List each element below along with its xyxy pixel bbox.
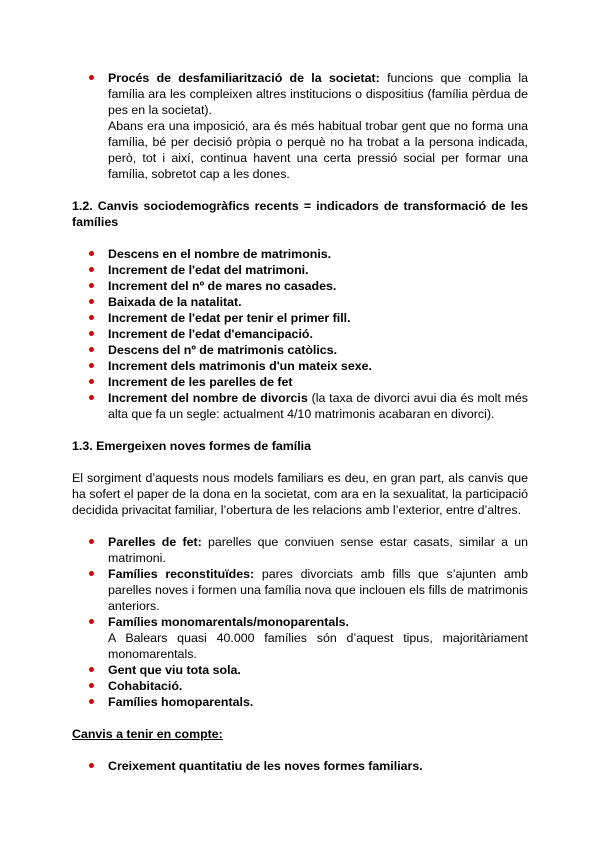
list-item [72, 278, 528, 294]
section-heading-canvis: Canvis a tenir en compte: [72, 727, 223, 741]
bullet-icon [89, 379, 94, 384]
bullet-icon [89, 763, 94, 768]
list-item [72, 342, 528, 358]
bullet-icon [89, 699, 94, 704]
item-bold: Baixada de la natalitat. [108, 295, 242, 309]
bullet-icon [89, 315, 94, 320]
item-bold: Gent que viu tota sola. [108, 663, 241, 677]
sociodemographic-list [72, 246, 528, 422]
bullet-icon [89, 667, 94, 672]
item-text: (la taxa de divorci avui dia és molt més alta que fa un segle: actualment 4/10 matrimonis acabaran en divorci). [108, 391, 528, 421]
bullet-icon [89, 363, 94, 368]
bullet-icon [89, 683, 94, 688]
item-bold: Famílies homoparentals. [108, 695, 254, 709]
item-text: funcions que complia la família ara les compleixen altres institucions o dispositius (família pèrdua de pes en la societat). [108, 71, 529, 117]
item-text: pares divorciats amb fills que s’ajunten amb parelles noves i formen una família nova que inclouen els fills de matrimonis anteriors. [108, 567, 528, 613]
item-text: parelles que conviuen sense estar casats, similar a un matrimoni. [108, 535, 528, 565]
list-item [72, 758, 528, 774]
list-item [72, 566, 528, 614]
document-page [72, 70, 528, 774]
bullet-icon [89, 251, 94, 256]
list-item [72, 390, 528, 422]
item-extra: A Balears quasi 40.000 famílies són d’aquest tipus, majoritàriament monomarentals. [108, 631, 528, 661]
item-extra: Abans era una imposició, ara és més habitual trobar gent que no forma una família, bé per decisió pròpia o perquè no ha trobat a la persona indicada, però, tot i així, continua havent una certa pressió social per formar una família, sobretot cap a les dones. [108, 119, 528, 181]
bullet-icon [89, 299, 94, 304]
bullet-icon [89, 539, 94, 544]
list-item [72, 614, 528, 662]
bullet-icon [89, 75, 94, 80]
bullet-icon [89, 267, 94, 272]
section-paragraph: El sorgiment d’aquests nous models familiars es deu, en gran part, als canvis que ha sofert el paper de la dona en la societat, com ara en la sexualitat, la participació decidida privacitat familiar, l’obertura de les relacions amb l’exterior, entre d’altres. [72, 471, 528, 517]
top-bullet-list [72, 70, 528, 182]
item-bold: Descens en el nombre de matrimonis. [108, 247, 332, 261]
item-bold: Increment del nº de mares no casades. [108, 279, 337, 293]
item-bold: Creixement quantitatiu de les noves formes familiars. [108, 759, 423, 773]
list-item [72, 534, 528, 566]
list-item [72, 678, 528, 694]
list-item [72, 374, 528, 390]
list-item [72, 262, 528, 278]
list-item [72, 294, 528, 310]
bullet-icon [89, 347, 94, 352]
item-bold: Procés de desfamiliarització de la societat: [108, 71, 380, 85]
item-bold: Increment de les parelles de fet [108, 375, 293, 389]
list-item [72, 310, 528, 326]
item-bold: Increment de l'edat d'emancipació. [108, 327, 313, 341]
list-item [72, 326, 528, 342]
family-forms-list [72, 534, 528, 710]
list-item [72, 70, 528, 182]
list-item [72, 694, 528, 710]
list-item [72, 358, 528, 374]
item-bold: Descens del nº de matrimonis catòlics. [108, 343, 338, 357]
section-heading-1-2: 1.2. Canvis sociodemogràfics recents = indicadors de transformació de les famílies [72, 199, 528, 229]
item-bold: Famílies reconstituïdes: [108, 567, 255, 581]
item-bold: Increment dels matrimonis d'un mateix sexe. [108, 359, 372, 373]
bullet-icon [89, 331, 94, 336]
item-bold: Increment del nombre de divorcis [108, 391, 308, 405]
list-item [72, 246, 528, 262]
section-heading-1-3: 1.3. Emergeixen noves formes de família [72, 439, 311, 453]
item-bold: Parelles de fet: [108, 535, 202, 549]
bullet-icon [89, 395, 94, 400]
item-bold: Famílies monomarentals/monoparentals. [108, 615, 349, 629]
bullet-icon [89, 283, 94, 288]
item-bold: Increment de l'edat per tenir el primer fill. [108, 311, 351, 325]
item-bold: Increment de l'edat del matrimoni. [108, 263, 309, 277]
bullet-icon [89, 571, 94, 576]
list-item [72, 662, 528, 678]
bullet-icon [89, 619, 94, 624]
item-bold: Cohabitació. [108, 679, 183, 693]
changes-list [72, 758, 528, 774]
